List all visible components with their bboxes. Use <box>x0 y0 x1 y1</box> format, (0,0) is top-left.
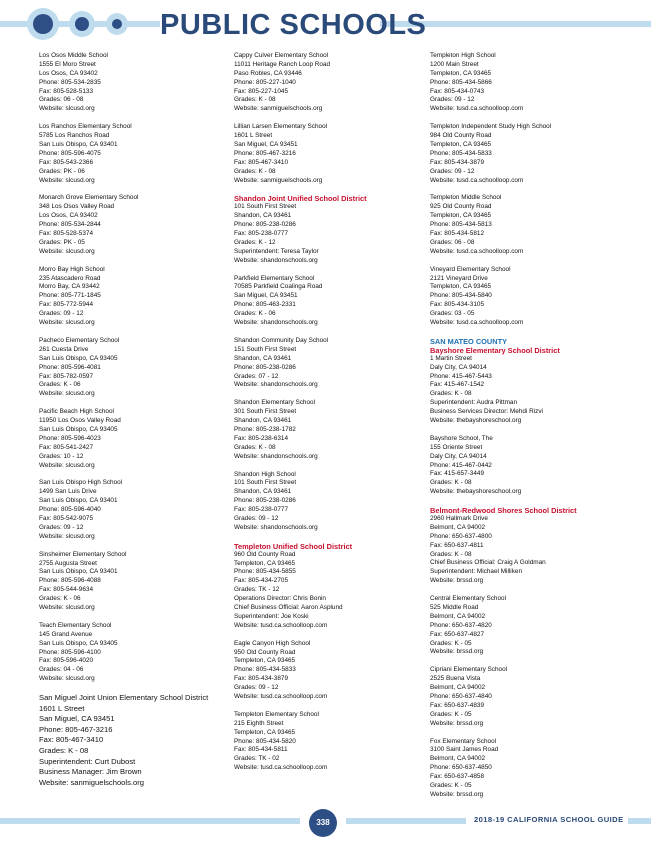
fax-text: Fax: 805-543-2366 <box>39 158 94 166</box>
website-text: Website: slcusd.org <box>39 247 95 255</box>
school-entry <box>430 194 626 256</box>
header-dot-2 <box>75 17 89 31</box>
entry-line: San Miguel, CA 93451 <box>39 714 115 724</box>
school-entry <box>430 666 626 728</box>
fax-text: Fax: 805-434-3105 <box>430 301 485 309</box>
entry-line: San Luis Obispo, CA 93405 <box>39 425 118 433</box>
school-name: San Miguel Joint Union Elementary School District <box>39 693 209 703</box>
grades-text: Grades: 09 - 12 <box>430 167 475 175</box>
phone-text: Phone: 805-463-2331 <box>234 301 296 309</box>
phone-text: Phone: 805-434-5840 <box>430 292 492 300</box>
fax-text: Fax: 805-528-5133 <box>39 87 94 95</box>
school-entry <box>39 551 235 613</box>
school-name: Morro Bay High School <box>39 265 105 273</box>
school-entry <box>234 399 430 461</box>
school-entry <box>39 408 235 470</box>
school-entry <box>39 194 235 256</box>
school-name: Monarch Grove Elementary School <box>39 194 139 202</box>
fax-text: Fax: 650-637-4811 <box>430 541 484 549</box>
phone-text: Phone: 650-637-4800 <box>430 532 492 540</box>
school-name: Templeton High School <box>430 52 496 59</box>
district-heading: Bayshore Elementary School District <box>430 345 560 355</box>
entry-line: 1499 San Luis Drive <box>39 488 97 496</box>
website-text: Website: slcusd.org <box>39 176 95 184</box>
phone-text: Phone: 805-434-5833 <box>430 149 492 157</box>
school-name: Lillian Larsen Elementary School <box>234 123 328 131</box>
entry-line: 960 Old County Road <box>234 550 296 558</box>
footer-band-left <box>0 818 300 824</box>
website-text: Website: tusd.ca.schoolloop.com <box>234 764 328 772</box>
phone-text: Phone: 805-596-4100 <box>39 648 101 656</box>
school-entry <box>234 194 430 265</box>
fax-text: Fax: 805-528-5374 <box>39 230 94 238</box>
entry-line: Templeton, CA 93465 <box>430 69 492 77</box>
district-heading: Shandon Joint Unified School District <box>234 194 367 204</box>
entry-line: Belmont, CA 94002 <box>430 755 486 763</box>
website-text: Website: slcusd.org <box>39 390 95 398</box>
column-2 <box>234 52 430 782</box>
entry-line: Belmont, CA 94002 <box>430 612 486 620</box>
entry-line: San Luis Obispo, CA 93401 <box>39 568 118 576</box>
entry-line: 155 Oriente Street <box>430 443 483 451</box>
phone-text: Phone: 805-434-5855 <box>234 568 296 576</box>
county-heading: SAN MATEO COUNTY <box>430 336 508 346</box>
grades-text: Grades: K - 05 <box>430 710 472 718</box>
phone-text: Phone: 805-534-2835 <box>39 78 101 86</box>
school-entry <box>234 471 430 533</box>
entry-line: Chief Business Official: Aaron Asplund <box>234 603 343 611</box>
school-entry <box>39 123 235 185</box>
entry-line: 1555 El Moro Street <box>39 60 96 68</box>
page-header <box>0 0 651 48</box>
fax-text: Fax: 805-434-5812 <box>430 230 485 238</box>
website-text: Website: slcusd.org <box>39 603 95 611</box>
school-entry <box>234 640 430 702</box>
phone-text: Phone: 650-637-4840 <box>430 693 492 700</box>
school-entry <box>430 52 626 114</box>
entry-line: 2525 Buena Vista <box>430 675 481 683</box>
grades-text: Grades: K - 08 <box>39 746 89 756</box>
phone-text: Phone: 805-238-0286 <box>234 363 296 371</box>
phone-text: Phone: 805-434-5820 <box>234 737 296 745</box>
entry-line: Business Services Director: Mehdi Rizvi <box>430 408 543 416</box>
grades-text: Grades: K - 08 <box>430 479 472 487</box>
school-name: Parkfield Elementary School <box>234 274 315 282</box>
entry-line: 151 South First Street <box>234 345 297 353</box>
grades-text: Grades: TK - 02 <box>234 755 280 763</box>
entry-line: 101 South First Street <box>234 479 297 487</box>
entry-line: Superintendent: Joe Koski <box>234 612 309 620</box>
fax-text: Fax: 805-542-9075 <box>39 514 94 522</box>
entry-line: 235 Atascadero Road <box>39 274 101 282</box>
phone-text: Phone: 805-238-0286 <box>234 221 296 229</box>
fax-text: Fax: 805-434-5811 <box>234 746 288 754</box>
phone-text: Phone: 415-467-0442 <box>430 461 492 469</box>
entry-line: 215 Eighth Street <box>234 719 284 727</box>
page-number: 338 <box>309 809 337 837</box>
entry-line: Superintendent: Michael Milliken <box>430 568 523 576</box>
website-text: Website: tusd.ca.schoolloop.com <box>430 176 524 184</box>
fax-text: Fax: 805-238-0777 <box>234 506 289 514</box>
website-text: Website: brssd.org <box>430 577 484 585</box>
entry-line: Superintendent: Teresa Taylor <box>234 247 319 255</box>
school-entry <box>430 435 626 497</box>
fax-text: Fax: 415-467-1542 <box>430 381 485 389</box>
grades-text: Grades: K - 05 <box>430 639 472 647</box>
school-name: Templeton Independent Study High School <box>430 123 552 131</box>
school-entry <box>39 622 235 684</box>
grades-text: Grades: 06 - 08 <box>39 96 84 104</box>
grades-text: Grades: 10 - 12 <box>39 452 84 460</box>
school-name: Templeton Elementary School <box>234 710 319 718</box>
phone-text: Phone: 805-771-1845 <box>39 292 101 300</box>
entry-line: 3100 Saint James Road <box>430 746 499 754</box>
entry-line: Templeton, CA 93465 <box>430 141 492 149</box>
grades-text: Grades: 09 - 12 <box>234 684 279 692</box>
school-name: Shandon Elementary School <box>234 399 316 407</box>
website-text: Website: tusd.ca.schoolloop.com <box>234 621 328 629</box>
fax-text: Fax: 650-637-4827 <box>430 630 485 638</box>
fax-text: Fax: 805-467-3410 <box>39 735 104 745</box>
website-text: Website: slcusd.org <box>39 461 95 469</box>
grades-text: Grades: 09 - 12 <box>39 310 84 318</box>
phone-text: Phone: 805-596-4081 <box>39 363 101 371</box>
school-entry <box>39 337 235 399</box>
fax-text: Fax: 805-467-3410 <box>234 158 289 166</box>
page-title: PUBLIC SCHOOLS <box>160 9 427 41</box>
website-text: Website: tusd.ca.schoolloop.com <box>430 105 524 113</box>
column-1 <box>39 52 235 797</box>
entry-line: San Luis Obispo, CA 93401 <box>39 141 118 149</box>
grades-text: Grades: 06 - 08 <box>430 238 475 246</box>
header-band-left <box>0 21 30 27</box>
entry-line: Templeton, CA 93465 <box>234 657 296 665</box>
website-text: Website: brssd.org <box>430 719 484 727</box>
entry-line: Daly City, CA 94014 <box>430 363 487 371</box>
entry-line: Belmont, CA 94002 <box>430 523 486 531</box>
fax-text: Fax: 805-434-3879 <box>430 158 485 166</box>
school-name: Central Elementary School <box>430 595 507 603</box>
website-text: Website: slcusd.org <box>39 532 95 540</box>
website-text: Website: tusd.ca.schoolloop.com <box>234 693 328 700</box>
entry-line: Chief Business Official: Craig A Goldman <box>430 559 546 567</box>
grades-text: Grades: K - 06 <box>39 595 81 603</box>
grades-text: Grades: 04 - 06 <box>39 666 84 674</box>
grades-text: Grades: K - 08 <box>430 390 472 398</box>
phone-text: Phone: 805-434-5833 <box>234 666 296 674</box>
entry-line: 950 Old County Road <box>234 648 296 656</box>
entry-line: Belmont, CA 94002 <box>430 684 486 692</box>
school-entry <box>430 123 626 185</box>
school-name: Cipriani Elementary School <box>430 666 508 674</box>
school-entry <box>430 595 626 657</box>
entry-line: 11950 Los Osos Valley Road <box>39 417 121 425</box>
school-entry <box>234 123 430 185</box>
grades-text: Grades: K - 12 <box>234 238 276 246</box>
entry-line: 1601 L Street <box>234 132 273 140</box>
fax-text: Fax: 805-434-3879 <box>234 675 289 683</box>
fax-text: Fax: 805-238-6314 <box>234 434 289 442</box>
website-text: Website: slcusd.org <box>39 319 95 327</box>
school-entry <box>234 52 430 114</box>
grades-text: Grades: 09 - 12 <box>234 514 279 522</box>
school-name: Templeton Middle School <box>430 194 502 202</box>
school-name: Pacific Beach High School <box>39 408 114 416</box>
entry-line: 525 Middle Road <box>430 603 479 611</box>
entry-line: Operations Director: Chris Bonin <box>234 595 326 603</box>
school-name: Vineyard Elementary School <box>430 265 511 273</box>
fax-text: Fax: 805-434-0743 <box>430 87 485 95</box>
entry-line: Shandon, CA 93461 <box>234 488 292 496</box>
fax-text: Fax: 805-544-9634 <box>39 586 94 594</box>
entry-line: San Luis Obispo, CA 93405 <box>39 354 118 362</box>
school-entry <box>430 266 626 328</box>
school-name: Eagle Canyon High School <box>234 639 311 647</box>
grades-text: Grades: K - 08 <box>234 443 276 451</box>
fax-text: Fax: 650-637-4858 <box>430 773 485 781</box>
website-text: Website: shandonschools.org <box>234 452 318 460</box>
website-text: Website: shandonschools.org <box>234 381 318 389</box>
entry-line: Business Manager: Jim Brown <box>39 767 142 777</box>
phone-text: Phone: 650-637-4820 <box>430 621 492 629</box>
page-footer <box>0 804 651 840</box>
fax-text: Fax: 805-596-4020 <box>39 657 94 665</box>
school-name: Los Ranchos Elementary School <box>39 123 132 131</box>
fax-text: Fax: 805-772-5944 <box>39 301 94 309</box>
entry-line: Los Osos, CA 93402 <box>39 69 98 77</box>
grades-text: Grades: K - 05 <box>430 782 472 790</box>
fax-text: Fax: 415-657-3449 <box>430 470 485 478</box>
entry-line: Daly City, CA 94014 <box>430 452 487 460</box>
grades-text: Grades: K - 08 <box>234 167 276 175</box>
entry-line: 2755 Augusta Street <box>39 559 97 567</box>
grades-text: Grades: K - 08 <box>430 550 472 558</box>
fax-text: Fax: 805-434-2705 <box>234 577 289 585</box>
entry-line: Shandon, CA 93461 <box>234 212 292 220</box>
entry-line: 925 Old County Road <box>430 203 492 211</box>
phone-text: Phone: 805-227-1040 <box>234 78 296 86</box>
school-entry <box>234 337 430 390</box>
phone-text: Phone: 805-434-5813 <box>430 221 492 229</box>
school-name: Teach Elementary School <box>39 621 112 629</box>
entry-line: San Luis Obispo, CA 93401 <box>39 497 118 505</box>
entry-line: 301 South First Street <box>234 408 297 416</box>
phone-text: Phone: 650-637-4850 <box>430 764 492 772</box>
grades-text: Grades: K - 08 <box>234 96 276 104</box>
school-entry <box>234 711 430 773</box>
website-text: Website: sanmiguelschools.org <box>234 105 323 113</box>
fax-text: Fax: 805-541-2427 <box>39 443 94 451</box>
header-dot-3 <box>112 19 122 29</box>
header-dot-1 <box>33 14 53 34</box>
school-entry <box>39 266 235 328</box>
entry-line: Shandon, CA 93461 <box>234 354 292 362</box>
phone-text: Phone: 415-467-5443 <box>430 372 492 380</box>
entry-line: 2960 Hallmark Drive <box>430 514 488 522</box>
phone-text: Phone: 805-467-3216 <box>39 724 113 734</box>
fax-text: Fax: 805-227-1045 <box>234 87 289 95</box>
school-name: Pacheco Elementary School <box>39 336 120 344</box>
school-entry <box>39 52 235 114</box>
fax-text: Fax: 650-637-4839 <box>430 701 485 709</box>
school-name: Sinsheimer Elementary School <box>39 550 127 558</box>
entry-line: 1 Martin Street <box>430 354 472 362</box>
grades-text: Grades: 03 - 05 <box>430 310 475 318</box>
entry-line: Templeton, CA 93465 <box>430 283 492 291</box>
website-text: Website: brssd.org <box>430 648 484 656</box>
grades-text: Grades: K - 06 <box>234 310 276 318</box>
entry-line: Los Osos, CA 93402 <box>39 212 98 220</box>
school-name: Cappy Culver Elementary School <box>234 52 329 59</box>
school-name: San Luis Obispo High School <box>39 479 123 487</box>
website-text: Website: tusd.ca.schoolloop.com <box>430 247 524 255</box>
website-text: Website: thebayshoreschool.org <box>430 416 522 424</box>
entry-line: Templeton, CA 93465 <box>430 212 492 220</box>
website-text: Website: slcusd.org <box>39 105 95 113</box>
school-entry <box>234 542 430 631</box>
entry-line: Paso Robles, CA 93446 <box>234 69 302 77</box>
entry-line: 5785 Los Ranchos Road <box>39 132 110 140</box>
school-entry <box>234 275 430 328</box>
entry-line: Morro Bay, CA 93442 <box>39 283 100 291</box>
phone-text: Phone: 805-238-0286 <box>234 497 296 505</box>
school-name: Bayshore School, The <box>430 434 493 442</box>
entry-line: 1601 L Street <box>39 703 85 713</box>
school-entry <box>430 506 626 586</box>
phone-text: Phone: 805-238-1782 <box>234 425 296 433</box>
grades-text: Grades: 09 - 12 <box>39 523 84 531</box>
guide-title: 2018-19 CALIFORNIA SCHOOL GUIDE <box>474 815 624 824</box>
entry-line: Superintendent: Audra Pittman <box>430 399 518 407</box>
entry-line: Templeton, CA 93465 <box>234 559 296 567</box>
entry-line: 261 Cuesta Drive <box>39 345 89 353</box>
school-entry <box>39 693 235 788</box>
phone-text: Phone: 805-534-2844 <box>39 221 101 229</box>
entry-line: Superintendent: Curt Dubost <box>39 756 136 766</box>
website-text: Website: tusd.ca.schoolloop.com <box>430 319 524 327</box>
entry-line: 11011 Heritage Ranch Loop Road <box>234 60 331 68</box>
phone-text: Phone: 805-467-3216 <box>234 149 296 157</box>
entry-line: San Miguel, CA 93451 <box>234 292 298 300</box>
entry-line: 984 Old County Road <box>430 132 492 140</box>
school-name: Fox Elementary School <box>430 737 497 745</box>
school-entry <box>39 479 235 541</box>
grades-text: Grades: K - 06 <box>39 381 81 389</box>
website-text: Website: slcusd.org <box>39 675 95 683</box>
grades-text: Grades: PK - 06 <box>39 167 85 175</box>
entry-line: 101 South First Street <box>234 203 297 211</box>
website-text: Website: shandonschools.org <box>234 319 318 327</box>
fax-text: Fax: 805-238-0777 <box>234 230 289 238</box>
phone-text: Phone: 805-434-5866 <box>430 78 492 86</box>
entry-line: San Luis Obispo, CA 93405 <box>39 639 118 647</box>
district-heading: Templeton Unified School District <box>234 541 353 551</box>
phone-text: Phone: 805-596-4023 <box>39 434 101 442</box>
entry-line: 2121 Vineyard Drive <box>430 274 488 282</box>
website-text: Website: shandonschools.org <box>234 523 318 531</box>
entry-line: San Miguel, CA 93451 <box>234 141 298 149</box>
website-text: Website: sanmiguelschools.org <box>234 176 323 184</box>
entry-line: Templeton, CA 93465 <box>234 728 296 736</box>
footer-band-mid <box>346 818 466 824</box>
phone-text: Phone: 805-596-4088 <box>39 577 101 585</box>
school-entry <box>430 337 626 426</box>
footer-band-right <box>628 818 651 824</box>
phone-text: Phone: 805-596-4040 <box>39 506 101 514</box>
entry-line: Shandon, CA 93461 <box>234 417 292 425</box>
grades-text: Grades: PK - 05 <box>39 238 85 246</box>
grades-text: Grades: TK - 12 <box>234 586 280 594</box>
fax-text: Fax: 805-782-0597 <box>39 372 94 380</box>
website-text: Website: sanmiguelschools.org <box>39 777 144 787</box>
entry-line: 145 Grand Avenue <box>39 630 93 638</box>
grades-text: Grades: 09 - 12 <box>430 96 475 104</box>
entry-line: 348 Los Osos Valley Road <box>39 203 115 211</box>
website-text: Website: shandonschools.org <box>234 256 318 264</box>
entry-line: 70585 Parkfield Coalinga Road <box>234 283 323 291</box>
school-name: Shandon High School <box>234 470 296 478</box>
grades-text: Grades: 07 - 12 <box>234 372 279 380</box>
district-heading: Belmont-Redwood Shores School District <box>430 506 577 516</box>
school-name: Shandon Community Day School <box>234 336 329 344</box>
website-text: Website: thebayshoreschool.org <box>430 488 522 496</box>
school-entry <box>430 738 626 800</box>
website-text: Website: brssd.org <box>430 790 484 798</box>
entry-line: 1200 Main Street <box>430 60 479 68</box>
school-name: Los Osos Middle School <box>39 52 108 59</box>
phone-text: Phone: 805-596-4075 <box>39 149 101 157</box>
column-3 <box>430 52 626 809</box>
